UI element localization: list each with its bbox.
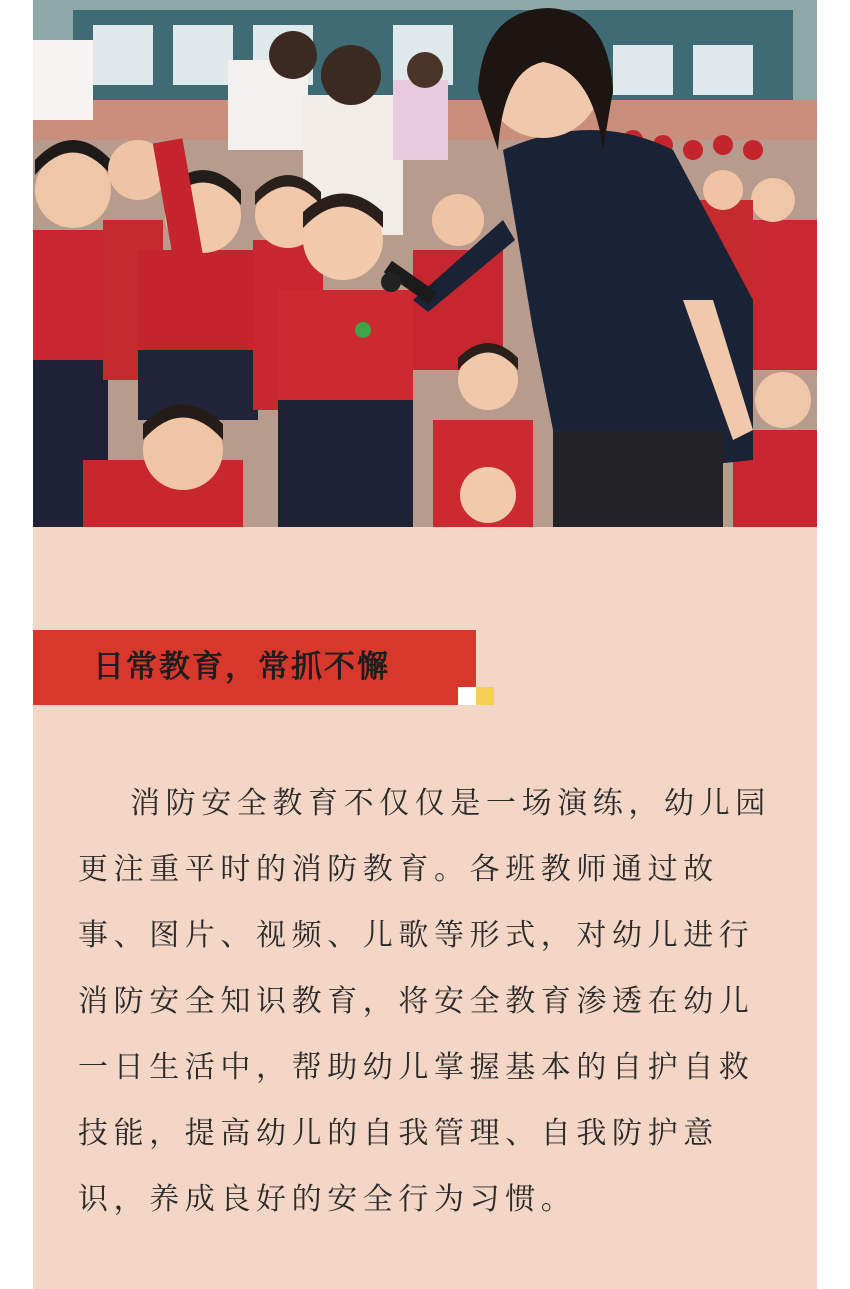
decor-square-white (458, 687, 476, 705)
photo-illustration (33, 0, 817, 527)
article-page (33, 0, 817, 1289)
kindergarten-photo (33, 0, 817, 527)
decor-square-yellow (476, 687, 494, 705)
section-body-text: 消防安全教育不仅仅是一场演练，幼儿园更注重平时的消防教育。各班教师通过故事、图片、视频、儿歌等形式，对幼儿进行消防安全知识教育，将安全教育渗透在幼儿一日生活中，帮助幼儿掌握基本的自护自救技能，提高幼儿的自我管理、自我防护意识，养成良好的安全行为习惯。 (78, 786, 771, 1217)
section-heading-bar (33, 630, 476, 705)
section-heading: 日常教育，常抓不懈 (93, 649, 390, 685)
